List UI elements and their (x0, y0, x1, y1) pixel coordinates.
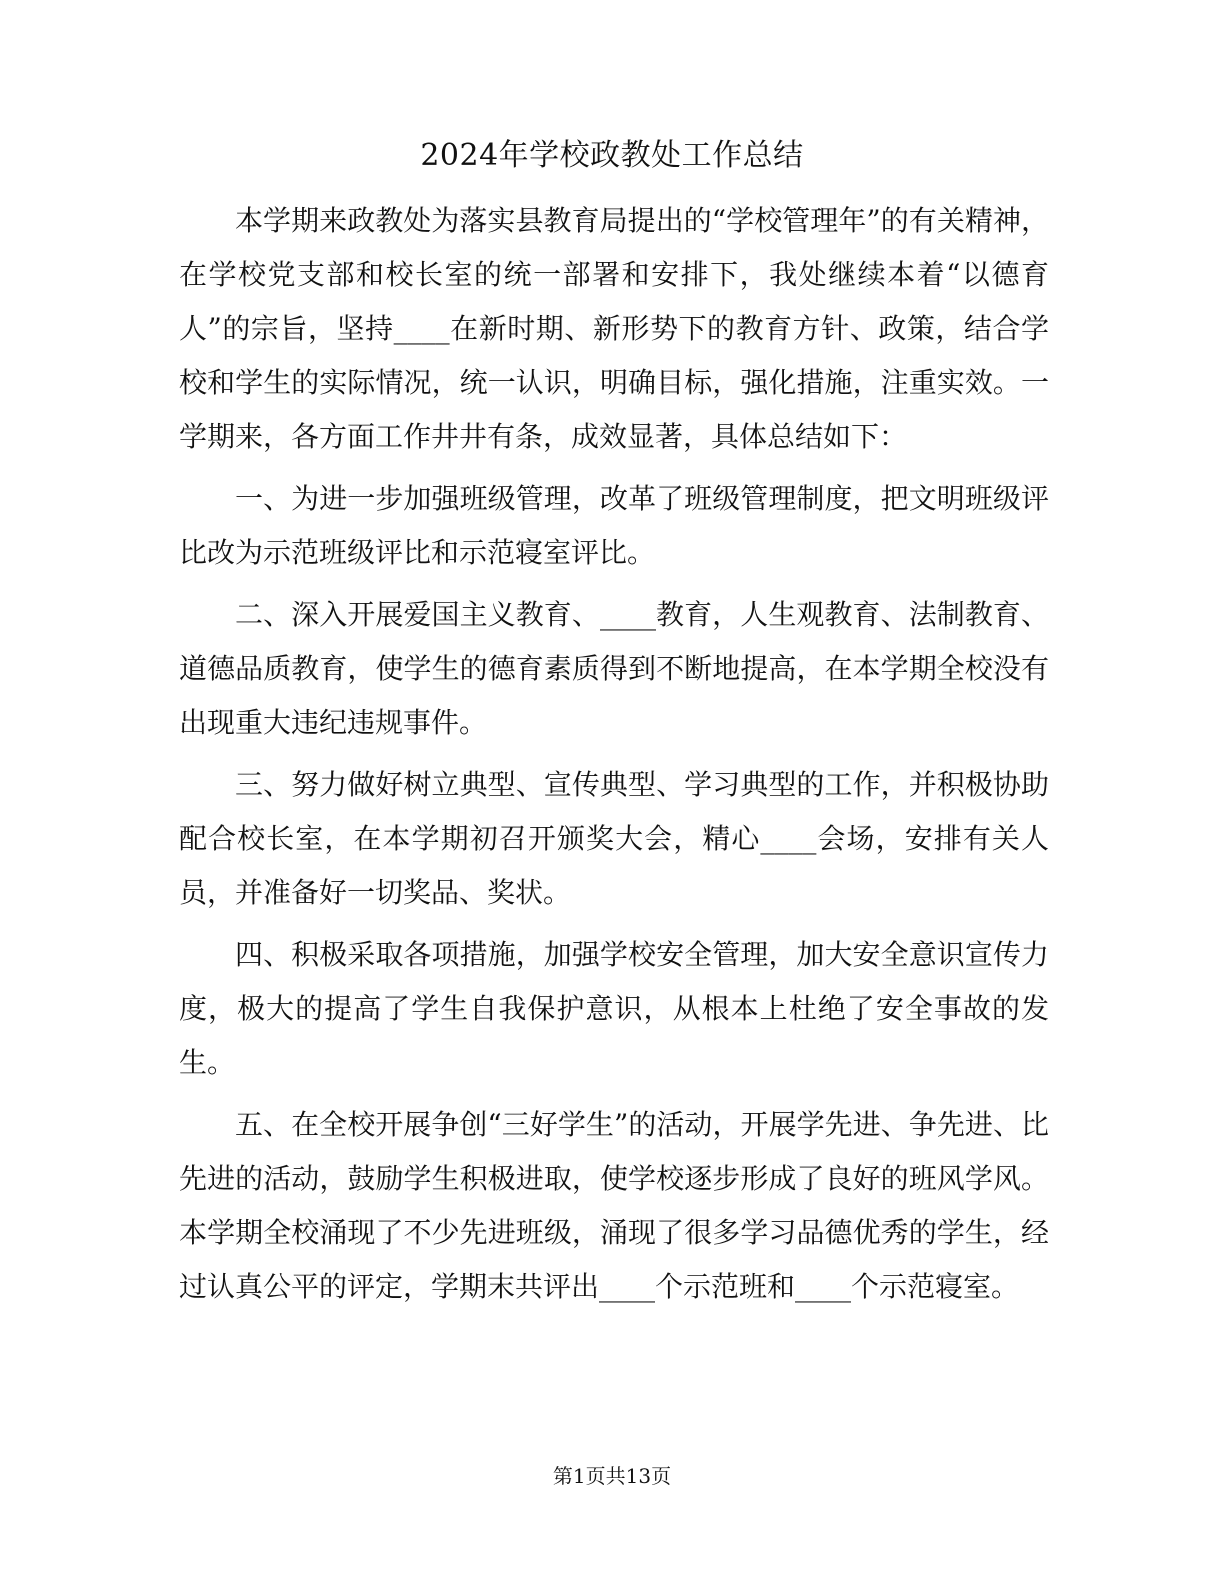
paragraph-intro: 本学期来政教处为落实县教育局提出的“学校管理年”的有关精神，在学校党支部和校长室的统一部署和安排下，我处继续本着“以德育人”的宗旨，坚持____在新时期、新形势下的教育方针、政策，结合学校和学生的实际情况，统一认识，明确目标，强化措施，注重实效。一学期来，各方面工作井井有条，成效显著，具体总结如下： (179, 204, 1049, 453)
paragraph-item-1: 一、为进一步加强班级管理，改革了班级管理制度，把文明班级评比改为示范班级评比和示范寝室评比。 (179, 482, 1049, 569)
paragraph-item-5: 五、在全校开展争创“三好学生”的活动，开展学先进、争先进、比先进的活动，鼓励学生积极进取，使学校逐步形成了良好的班风学风。本学期全校涌现了不少先进班级，涌现了很多学习品德优秀的学生，经过认真公平的评定，学期末共评出____个示范班和____个示范寝室。 (179, 1108, 1049, 1303)
paragraph-item-3: 三、努力做好树立典型、宣传典型、学习典型的工作，并积极协助配合校长室，在本学期初召开颁奖大会，精心____会场，安排有关人员，并准备好一切奖品、奖状。 (179, 768, 1049, 909)
paragraph-item-2: 二、深入开展爱国主义教育、____教育，人生观教育、法制教育、道德品质教育，使学生的德育素质得到不断地提高，在本学期全校没有出现重大违纪违规事件。 (179, 598, 1049, 739)
paragraph-item-4: 四、积极采取各项措施，加强学校安全管理，加大安全意识宣传力度，极大的提高了学生自我保护意识，从根本上杜绝了安全事故的发生。 (179, 938, 1049, 1079)
page-title: 2024年学校政教处工作总结 (420, 138, 804, 173)
page-number: 第1页共13页 (552, 1464, 672, 1488)
document-body (179, 194, 1049, 1314)
